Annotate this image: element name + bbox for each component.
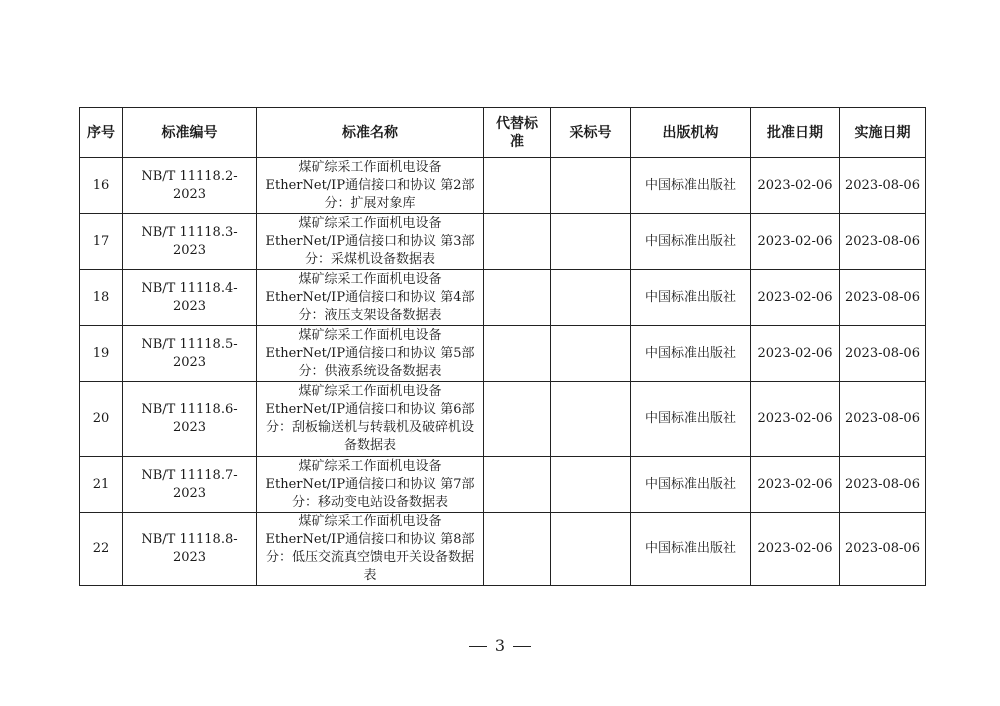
cell-name: 煤矿综采工作面机电设备EtherNet/IP通信接口和协议 第7部分：移动变电站设备数据表 <box>257 457 484 513</box>
cell-adopt <box>551 513 631 586</box>
cell-approve: 2023-02-06 <box>751 214 840 270</box>
table-row <box>80 158 926 214</box>
cell-adopt <box>551 457 631 513</box>
cell-implement: 2023-08-06 <box>840 158 926 214</box>
cell-publisher: 中国标准出版社 <box>631 214 751 270</box>
header-adopt: 采标号 <box>551 108 631 158</box>
table-row <box>80 457 926 513</box>
cell-publisher: 中国标准出版社 <box>631 382 751 457</box>
table-row <box>80 270 926 326</box>
cell-code: NB/T 11118.4-2023 <box>123 270 257 326</box>
header-code: 标准编号 <box>123 108 257 158</box>
cell-no: 18 <box>80 270 123 326</box>
cell-no: 20 <box>80 382 123 457</box>
cell-no: 17 <box>80 214 123 270</box>
cell-implement: 2023-08-06 <box>840 214 926 270</box>
cell-code: NB/T 11118.3-2023 <box>123 214 257 270</box>
cell-name: 煤矿综采工作面机电设备EtherNet/IP通信接口和协议 第3部分：采煤机设备数据表 <box>257 214 484 270</box>
cell-name: 煤矿综采工作面机电设备EtherNet/IP通信接口和协议 第5部分：供液系统设备数据表 <box>257 326 484 382</box>
cell-publisher: 中国标准出版社 <box>631 457 751 513</box>
table-row <box>80 326 926 382</box>
cell-replace <box>484 214 551 270</box>
cell-implement: 2023-08-06 <box>840 270 926 326</box>
cell-replace <box>484 457 551 513</box>
footer-dash-left <box>469 646 487 647</box>
cell-replace <box>484 382 551 457</box>
cell-approve: 2023-02-06 <box>751 382 840 457</box>
cell-name: 煤矿综采工作面机电设备EtherNet/IP通信接口和协议 第4部分：液压支架设备数据表 <box>257 270 484 326</box>
cell-implement: 2023-08-06 <box>840 382 926 457</box>
cell-code: NB/T 11118.6-2023 <box>123 382 257 457</box>
cell-name: 煤矿综采工作面机电设备EtherNet/IP通信接口和协议 第2部分：扩展对象库 <box>257 158 484 214</box>
header-publisher: 出版机构 <box>631 108 751 158</box>
footer-dash-right <box>513 646 531 647</box>
cell-adopt <box>551 158 631 214</box>
cell-adopt <box>551 382 631 457</box>
cell-publisher: 中国标准出版社 <box>631 326 751 382</box>
cell-no: 16 <box>80 158 123 214</box>
cell-code: NB/T 11118.2-2023 <box>123 158 257 214</box>
cell-approve: 2023-02-06 <box>751 326 840 382</box>
cell-name: 煤矿综采工作面机电设备EtherNet/IP通信接口和协议 第8部分：低压交流真空馈电开关设备数据表 <box>257 513 484 586</box>
cell-publisher: 中国标准出版社 <box>631 270 751 326</box>
cell-adopt <box>551 326 631 382</box>
cell-publisher: 中国标准出版社 <box>631 513 751 586</box>
header-row <box>80 108 926 158</box>
cell-code: NB/T 11118.8-2023 <box>123 513 257 586</box>
cell-approve: 2023-02-06 <box>751 158 840 214</box>
cell-replace <box>484 513 551 586</box>
cell-adopt <box>551 270 631 326</box>
cell-approve: 2023-02-06 <box>751 270 840 326</box>
cell-code: NB/T 11118.7-2023 <box>123 457 257 513</box>
cell-replace <box>484 326 551 382</box>
cell-implement: 2023-08-06 <box>840 513 926 586</box>
table-row <box>80 382 926 457</box>
cell-adopt <box>551 214 631 270</box>
header-approve: 批准日期 <box>751 108 840 158</box>
header-no: 序号 <box>80 108 123 158</box>
standards-table <box>79 107 926 586</box>
cell-publisher: 中国标准出版社 <box>631 158 751 214</box>
cell-approve: 2023-02-06 <box>751 457 840 513</box>
cell-replace <box>484 270 551 326</box>
cell-approve: 2023-02-06 <box>751 513 840 586</box>
header-name: 标准名称 <box>257 108 484 158</box>
cell-no: 19 <box>80 326 123 382</box>
cell-no: 21 <box>80 457 123 513</box>
page-footer <box>0 636 1000 655</box>
table-row <box>80 513 926 586</box>
table-row <box>80 214 926 270</box>
page-number: 3 <box>494 636 506 655</box>
cell-implement: 2023-08-06 <box>840 326 926 382</box>
cell-name: 煤矿综采工作面机电设备EtherNet/IP通信接口和协议 第6部分：刮板输送机与转载机及破碎机设备数据表 <box>257 382 484 457</box>
header-replace: 代替标准 <box>484 108 551 158</box>
cell-code: NB/T 11118.5-2023 <box>123 326 257 382</box>
cell-no: 22 <box>80 513 123 586</box>
cell-replace <box>484 158 551 214</box>
cell-implement: 2023-08-06 <box>840 457 926 513</box>
header-implement: 实施日期 <box>840 108 926 158</box>
